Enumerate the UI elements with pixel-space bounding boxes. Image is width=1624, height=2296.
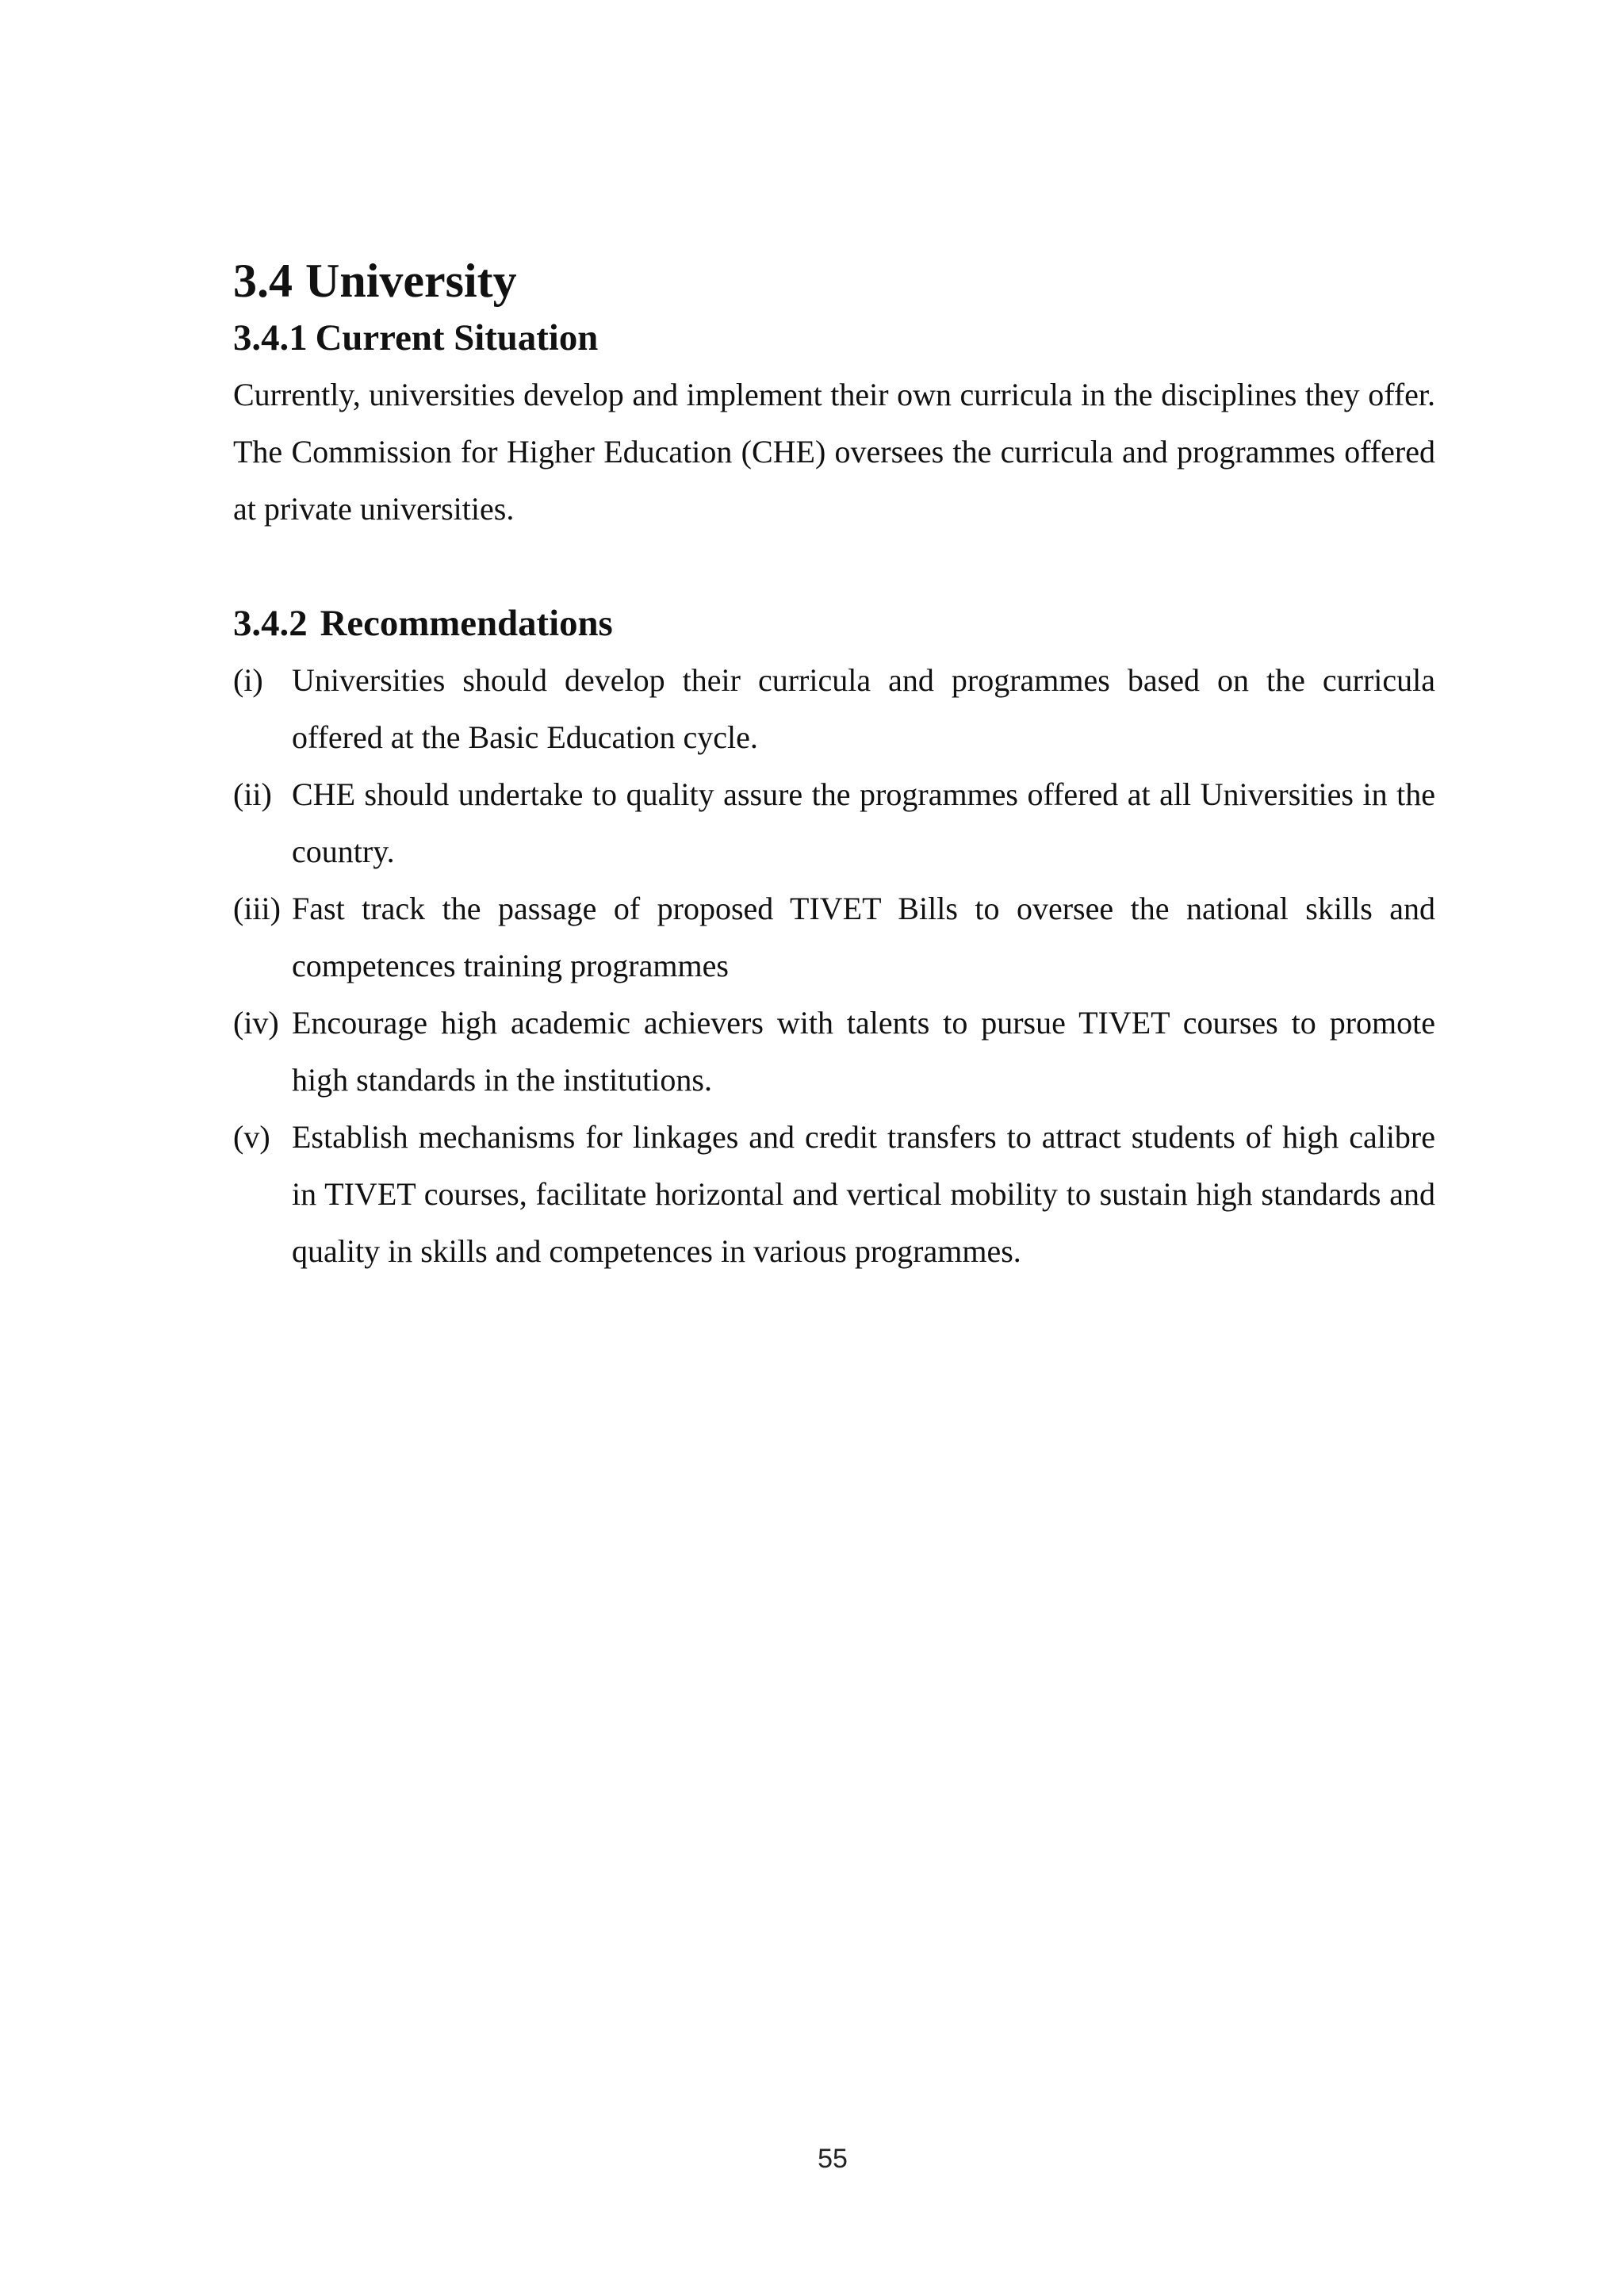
list-marker: (ii)	[233, 776, 272, 812]
recommendation-item	[233, 1109, 1435, 1280]
list-marker: (iv)	[233, 1005, 279, 1041]
current-situation-title: Current Situation	[315, 317, 599, 358]
recommendation-text: Fast track the passage of proposed TIVET Bills to oversee the national skills and competences training programmes	[292, 891, 1435, 983]
page-content	[233, 252, 1435, 1280]
recommendations-number: 3.4.2	[233, 603, 308, 644]
recommendations-title: Recommendations	[320, 603, 613, 644]
recommendation-text: Encourage high academic achievers with talents to pursue TIVET courses to promote high standards in the institutions.	[292, 1005, 1435, 1098]
page-number: 55	[818, 2144, 848, 2174]
section-spacer	[233, 538, 1435, 595]
recommendations-heading	[233, 595, 1435, 652]
current-situation-number: 3.4.1	[233, 317, 308, 358]
recommendation-item	[233, 880, 1435, 995]
recommendations-list	[233, 652, 1435, 1280]
recommendation-text: CHE should undertake to quality assure the programmes offered at all Universities in the country.	[292, 776, 1435, 869]
recommendation-item	[233, 995, 1435, 1109]
recommendation-text: Universities should develop their curricula and programmes based on the curricula offered at the Basic Education cycle.	[292, 662, 1435, 755]
list-marker: (i)	[233, 662, 263, 698]
current-situation-heading	[233, 309, 1435, 366]
recommendation-item	[233, 652, 1435, 766]
list-marker: (v)	[233, 1119, 270, 1155]
recommendation-item	[233, 766, 1435, 880]
list-marker: (iii)	[233, 891, 281, 926]
section-heading	[233, 252, 1435, 309]
section-title: University	[305, 255, 517, 307]
recommendation-text: Establish mechanisms for linkages and credit transfers to attract students of high calibre in TIVET courses, facilitate horizontal and vertical mobility to sustain high standards and quality in skills and competences in various programmes.	[292, 1119, 1435, 1269]
section-number: 3.4	[233, 255, 293, 307]
current-situation-paragraph: Currently, universities develop and implement their own curricula in the disciplines they offer. The Commission for Higher Education (CHE) oversees the curricula and programmes offered at private universities.	[233, 377, 1435, 527]
